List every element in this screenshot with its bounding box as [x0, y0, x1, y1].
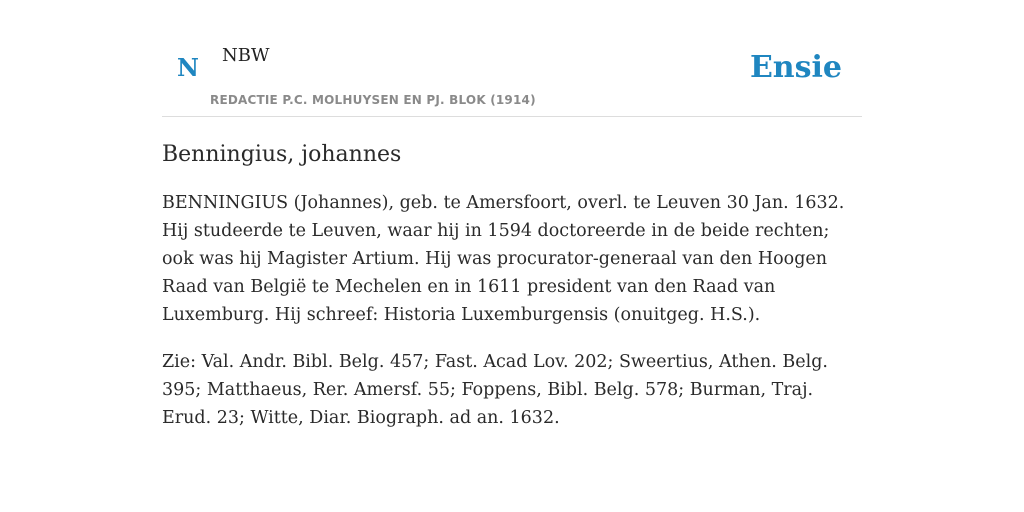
page-header — [162, 0, 862, 117]
source-logo[interactable]: N — [177, 53, 199, 82]
article-references-paragraph: Zie: Val. Andr. Bibl. Belg. 457; Fast. Acad Lov. 202; Sweertius, Athen. Belg. 395; Matthaeus, Rer. Amersf. 55; Foppens, Bibl. Belg. 578; Burman, Traj. Erud. 23; Witte, Diar. Biograph. ad an. 1632. — [162, 352, 828, 428]
source-subtitle: REDACTIE P.C. MOLHUYSEN EN PJ. BLOK (1914) — [210, 93, 536, 107]
brand-logo[interactable]: Ensie — [749, 50, 842, 85]
article — [162, 140, 862, 432]
article-title: Benningius, johannes — [162, 142, 402, 167]
source-name[interactable]: NBW — [222, 45, 270, 66]
article-body-paragraph: BENNINGIUS (Johannes), geb. te Amersfoort, overl. te Leuven 30 Jan. 1632. Hij studeerde te Leuven, waar hij in 1594 doctoreerde in de beide rechten; ook was hij Magister Artium. Hij was procurator-generaal van den Hoogen Raad van België te Mechelen en in 1611 president van den Raad van Luxemburg. Hij schreef: Historia Luxemburgensis (onuitgeg. H.S.). — [162, 193, 845, 325]
